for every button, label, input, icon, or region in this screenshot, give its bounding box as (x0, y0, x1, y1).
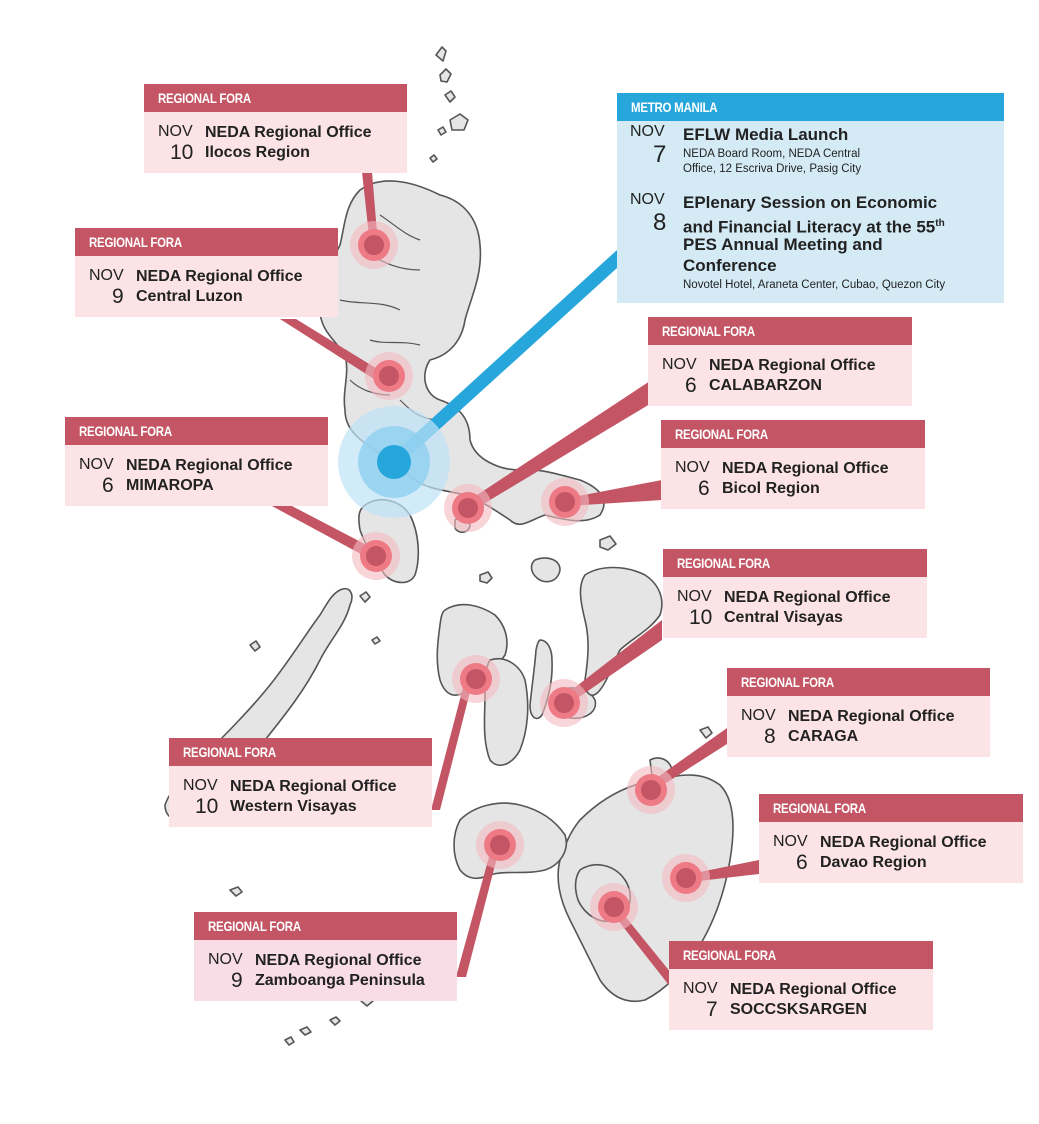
office-name: NEDA Regional Office (255, 952, 422, 969)
region-name: Bicol Region (722, 480, 820, 497)
event-day: 7 (653, 141, 667, 168)
region-name: SOCCSKSARGEN (730, 1001, 867, 1018)
office-name: NEDA Regional Office (730, 981, 897, 998)
regional-card-zamboanga (194, 912, 457, 1001)
region-name: MIMAROPA (126, 477, 214, 494)
event-day: 6 (698, 477, 710, 500)
regional-card-caraga (727, 668, 990, 757)
event-month: NOV (208, 951, 243, 968)
region-name: CALABARZON (709, 377, 822, 394)
regional-card-central-visayas (663, 549, 927, 638)
event-day: 10 (170, 141, 194, 164)
event-title: EPlenary Session on Economic (683, 193, 938, 212)
card-body (75, 256, 338, 317)
event-month: NOV (158, 123, 193, 140)
card-header: REGIONAL FORA (661, 420, 925, 448)
region-name: Central Visayas (724, 609, 843, 626)
regional-card-mimaropa (65, 417, 328, 506)
metro-manila-card (617, 93, 1004, 303)
card-body (759, 822, 1023, 883)
card-header: REGIONAL FORA (663, 549, 927, 577)
regional-card-ilocos (144, 84, 407, 173)
card-header: REGIONAL FORA (727, 668, 990, 696)
region-name: Davao Region (820, 854, 927, 871)
regional-card-calabarzon (648, 317, 912, 406)
event-month: NOV (675, 459, 710, 476)
card-header: REGIONAL FORA (169, 738, 432, 766)
card-body (727, 696, 990, 757)
event-day: 6 (685, 374, 697, 397)
event-day: 9 (231, 969, 243, 992)
card-header: REGIONAL FORA (65, 417, 328, 445)
event-month: NOV (630, 191, 665, 208)
card-header: REGIONAL FORA (759, 794, 1023, 822)
office-name: NEDA Regional Office (709, 357, 876, 374)
card-header: REGIONAL FORA (75, 228, 338, 256)
event-title: PES Annual Meeting and (683, 235, 883, 254)
event-month: NOV (183, 777, 218, 794)
office-name: NEDA Regional Office (722, 460, 889, 477)
card-body (144, 112, 407, 173)
metro-manila-body (617, 121, 1004, 303)
event-month: NOV (89, 267, 124, 284)
event-month: NOV (677, 588, 712, 605)
card-body (194, 940, 457, 1001)
event-day: 8 (764, 725, 776, 748)
office-name: NEDA Regional Office (205, 124, 372, 141)
office-name: NEDA Regional Office (126, 457, 293, 474)
card-body (669, 969, 933, 1030)
regional-card-soccsksargen (669, 941, 933, 1030)
regional-card-central-luzon (75, 228, 338, 317)
region-name: CARAGA (788, 728, 859, 745)
event-month: NOV (773, 833, 808, 850)
event-venue: Office, 12 Escriva Drive, Pasig City (683, 163, 862, 175)
card-body (663, 577, 927, 638)
event-month: NOV (79, 456, 114, 473)
event-month: NOV (662, 356, 697, 373)
card-body (661, 448, 925, 509)
region-name: Western Visayas (230, 798, 357, 815)
region-name: Ilocos Region (205, 144, 310, 161)
office-name: NEDA Regional Office (788, 708, 955, 725)
event-day: 6 (102, 474, 114, 497)
event-day: 6 (796, 851, 808, 874)
event-month: NOV (741, 707, 776, 724)
metro-manila-header: METRO MANILA (617, 93, 1004, 121)
regional-card-davao (759, 794, 1023, 883)
event-month: NOV (630, 123, 665, 140)
card-header: REGIONAL FORA (669, 941, 933, 969)
office-name: NEDA Regional Office (230, 778, 397, 795)
regional-card-western-visayas (169, 738, 432, 827)
event-day: 10 (689, 606, 713, 629)
event-venue: Novotel Hotel, Araneta Center, Cubao, Quezon City (683, 279, 946, 291)
event-day: 8 (653, 209, 667, 236)
event-day: 10 (195, 795, 219, 818)
event-venue: NEDA Board Room, NEDA Central (683, 148, 861, 160)
card-body (648, 345, 912, 406)
event-title: EFLW Media Launch (683, 125, 849, 144)
office-name: NEDA Regional Office (136, 268, 303, 285)
card-header: REGIONAL FORA (194, 912, 457, 940)
event-title: and Financial Literacy at the 55th (683, 217, 945, 237)
region-name: Central Luzon (136, 288, 243, 305)
office-name: NEDA Regional Office (724, 589, 891, 606)
card-header: REGIONAL FORA (144, 84, 407, 112)
region-name: Zamboanga Peninsula (255, 972, 425, 989)
card-body (65, 445, 328, 506)
event-day: 7 (706, 998, 718, 1021)
event-title: Conference (683, 256, 777, 275)
event-day: 9 (112, 285, 124, 308)
office-name: NEDA Regional Office (820, 834, 987, 851)
card-body (169, 766, 432, 827)
regional-card-bicol (661, 420, 925, 509)
event-month: NOV (683, 980, 718, 997)
card-header: REGIONAL FORA (648, 317, 912, 345)
